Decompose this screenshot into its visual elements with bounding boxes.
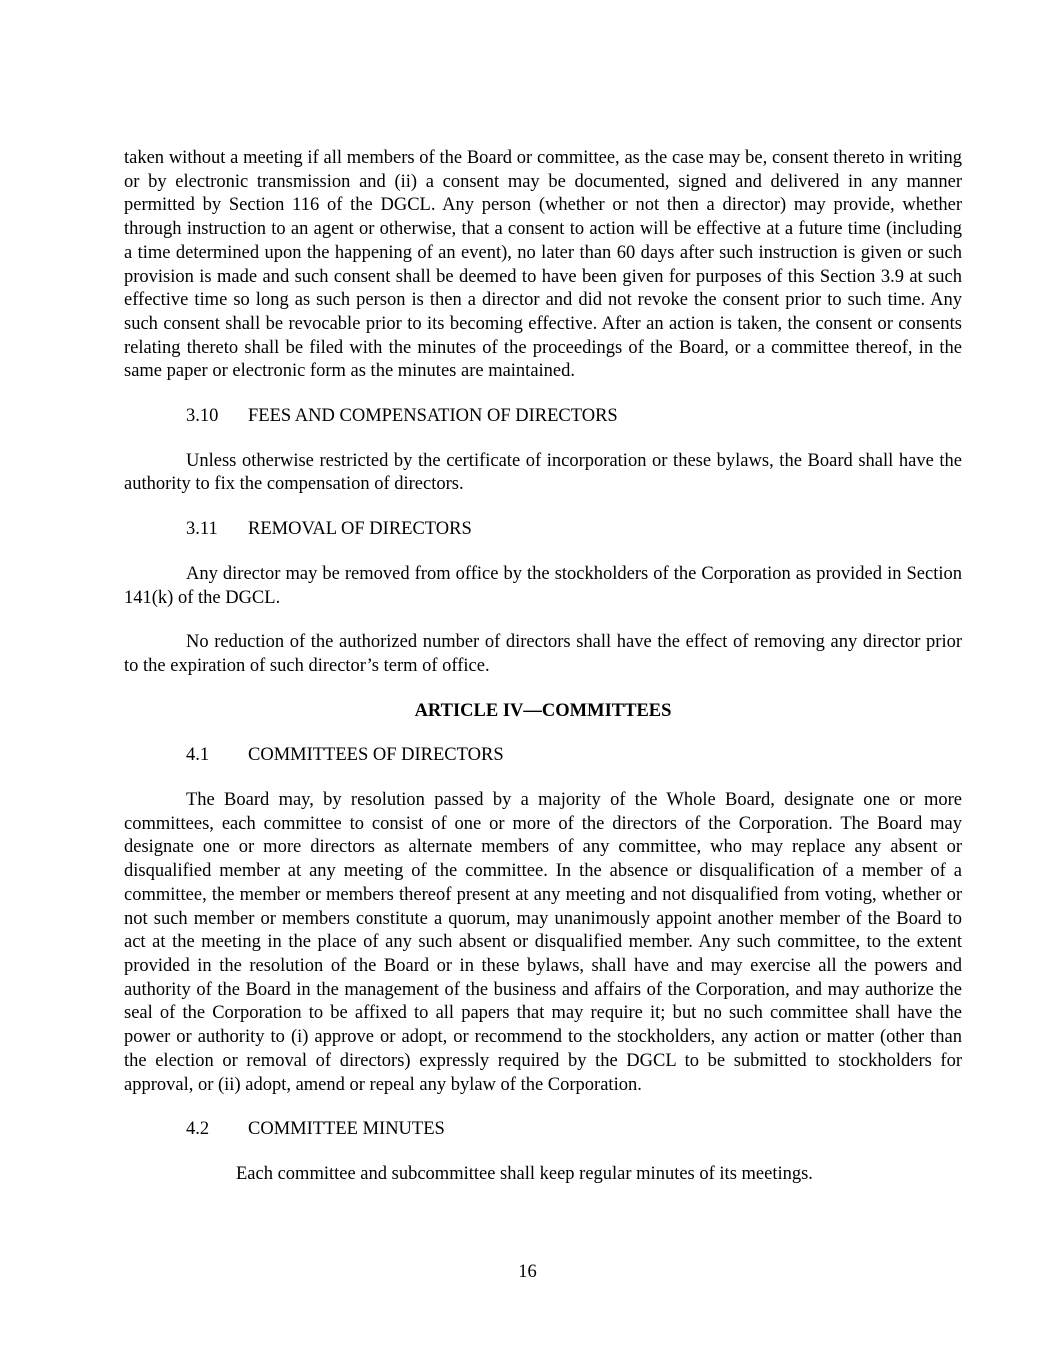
page-number: 16 xyxy=(518,1262,537,1282)
paragraph-removal-directors: Any director may be removed from office by the stockholders of the Corporation as provided in Section 141(k) of the DGCL. xyxy=(124,563,962,608)
section-title: COMMITTEE MINUTES xyxy=(248,1119,445,1140)
section-number: 3.11 xyxy=(186,519,218,540)
document-page xyxy=(124,147,962,1208)
section-title: FEES AND COMPENSATION OF DIRECTORS xyxy=(248,406,618,427)
paragraph-committee-minutes: Each committee and subcommittee shall keep regular minutes of its meetings. xyxy=(236,1163,813,1184)
article-heading: ARTICLE IV—COMMITTEES xyxy=(414,700,672,721)
section-title: COMMITTEES OF DIRECTORS xyxy=(248,745,504,766)
section-heading-4-2 xyxy=(186,1118,962,1142)
section-title: REMOVAL OF DIRECTORS xyxy=(248,519,472,540)
paragraph-fees-compensation: Unless otherwise restricted by the certificate of incorporation or these bylaws, the Board shall have the authority to fix the compensation of directors. xyxy=(124,450,962,495)
paragraph-consent-continuation: taken without a meeting if all members of the Board or committee, as the case may be, consent thereto in writing or by electronic transmission and (ii) a consent may be documented, signed and delivered in any manner permitted by Section 116 of the DGCL. Any person (whether or not then a director) may provide, whether through instruction to an agent or otherwise, that a consent to action will be effective at a future time (including a time determined upon the happening of an event), no later than 60 days after such instruction is given or such provision is made and such consent shall be deemed to have been given for purposes of this Section 3.9 at such effective time so long as such person is then a director and did not revoke the consent prior to such time. Any such consent shall be revocable prior to its becoming effective. After an action is taken, the consent or consents relating thereto shall be filed with the minutes of the proceedings of the Board, or a committee thereof, in the same paper or electronic form as the minutes are maintained. xyxy=(124,148,962,382)
section-number: 3.10 xyxy=(186,406,219,427)
section-number: 4.2 xyxy=(186,1119,210,1140)
section-heading-4-1 xyxy=(186,744,962,768)
section-heading-3-10 xyxy=(186,405,962,429)
section-number: 4.1 xyxy=(186,745,210,766)
paragraph-reduction-directors: No reduction of the authorized number of directors shall have the effect of removing any director prior to the expiration of such director’s term of office. xyxy=(124,632,962,676)
paragraph-committees: The Board may, by resolution passed by a majority of the Whole Board, designate one or more committees, each committee to consist of one or more of the directors of the Corporation. The Board may designate one or more directors as alternate members of any committee, who may replace any absent or disqualified member at any meeting of the committee. In the absence or disqualification of a member of a committee, the member or members thereof present at any meeting and not disqualified from voting, whether or not such member or members constitute a quorum, may unanimously appoint another member of the Board to act at the meeting in the place of any such absent or disqualified member. Any such committee, to the extent provided in the resolution of the Board or in these bylaws, shall have and may exercise all the powers and authority of the Board in the management of the business and affairs of the Corporation, and may authorize the seal of the Corporation to be affixed to all papers that may require it; but no such committee shall have the power or authority to (i) approve or adopt, or recommend to the stockholders, any action or matter (other than the election or removal of directors) expressly required by the DGCL to be submitted to stockholders for approval, or (ii) adopt, amend or repeal any bylaw of the Corporation. xyxy=(124,790,962,1095)
section-heading-3-11 xyxy=(186,518,962,542)
